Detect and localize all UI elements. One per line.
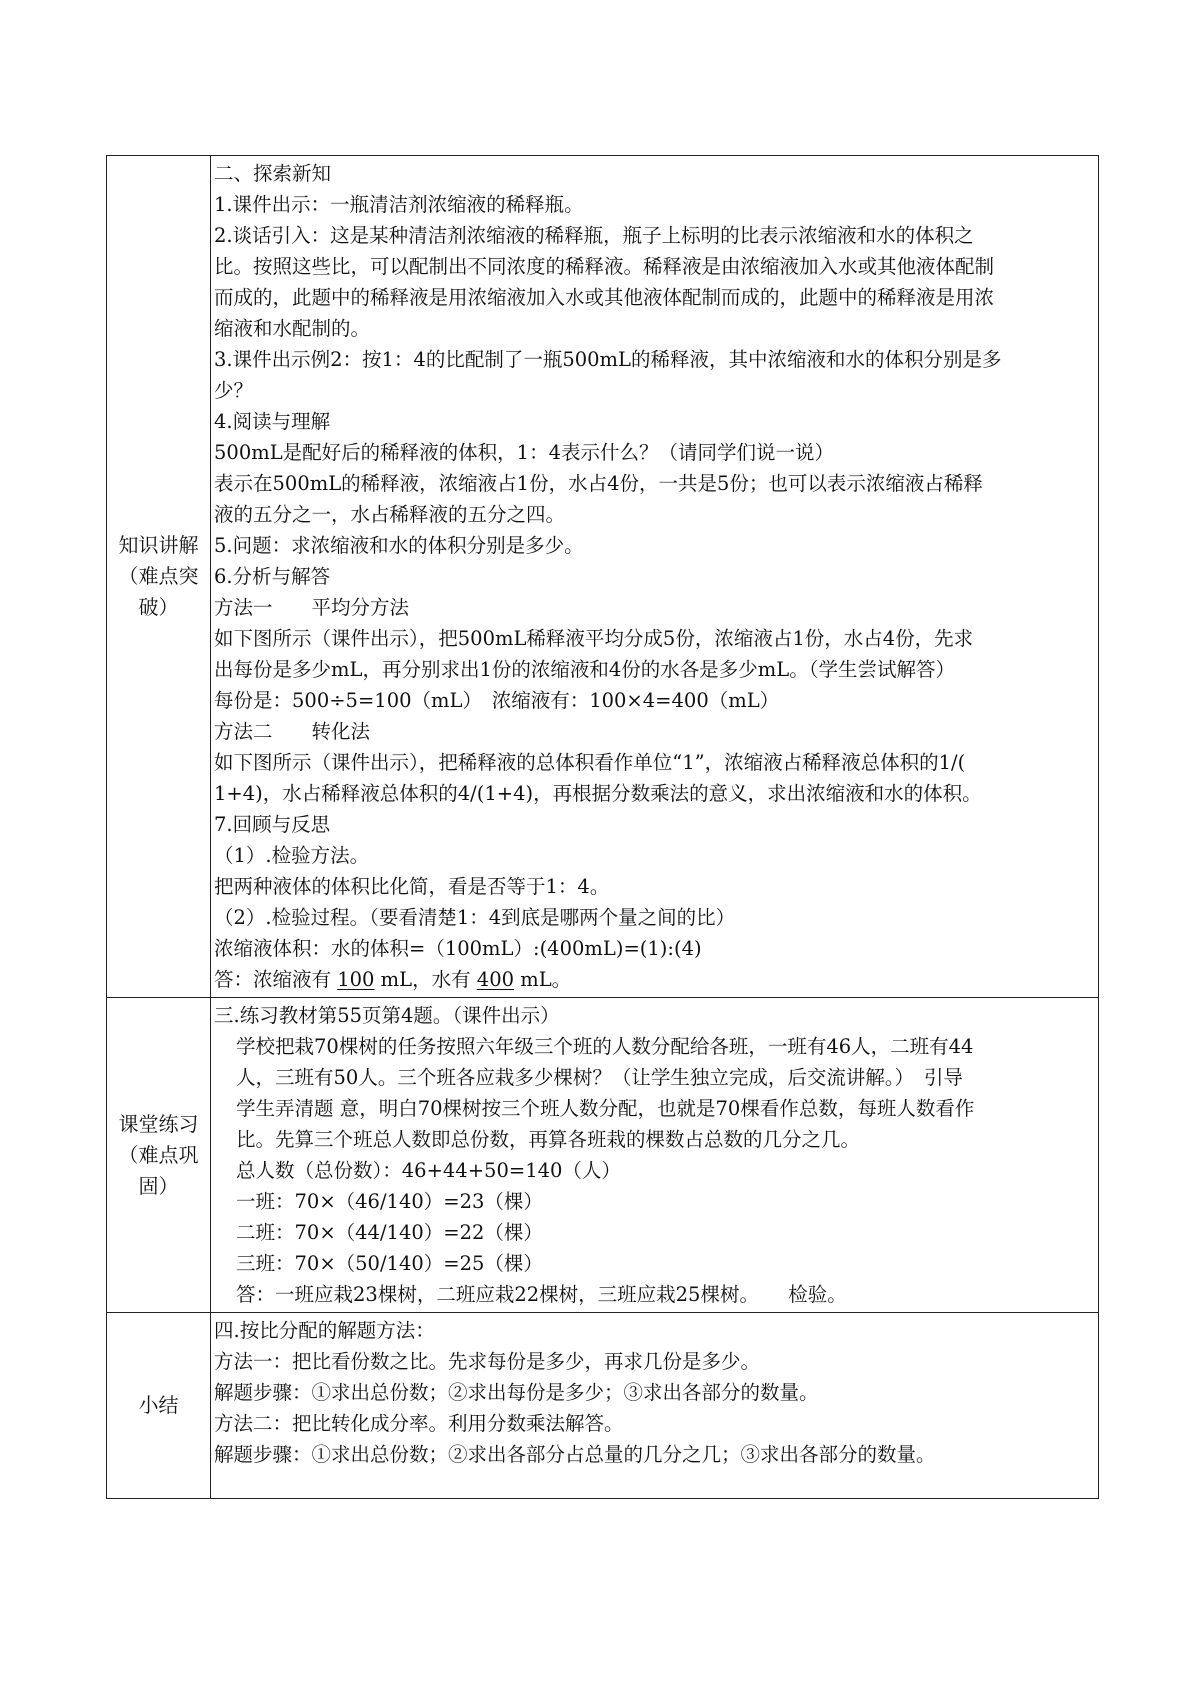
row-practice [107,998,1099,1313]
text-line: 学校把栽70棵树的任务按照六年级三个班的人数分配给各班，一班有46人，二班有44 [236,1035,974,1058]
text-line: 表示在500mL的稀释液，浓缩液占1份，水占4份，一共是5份；也可以表示浓缩液占稀释 [214,472,983,495]
row-knowledge [107,156,1099,998]
text-line: 缩液和水配制的。 [214,317,371,340]
text-line: 方法二 转化法 [214,720,371,743]
label-line: 知识讲解 [118,533,199,557]
text-line: 1.课件出示：一瓶清洁剂浓缩液的稀释瓶。 [214,193,584,216]
lesson-table [106,155,1099,1499]
text-line: 如下图所示（课件出示），把500mL稀释液平均分成5份，浓缩液占1份，水占4份，先求 [214,627,974,650]
text-line: 液的五分之一，水占稀释液的五分之四。 [214,503,566,526]
section-heading: 二、探索新知 [214,162,332,185]
section-heading: 四.按比分配的解题方法： [214,1319,435,1342]
text-line: 方法一 平均分方法 [214,596,410,619]
text-line: 每份是：500÷5=100（mL） 浓缩液有：100×4=400（mL） [214,689,780,712]
section-heading: 三.练习教材第55页第4题。（课件出示） [214,1004,560,1027]
answer-value-concentrate: 100 [337,968,375,991]
answer-middle: mL，水有 [374,968,477,991]
text-line: 3.课件出示例2：按1：4的比配制了一瓶500mL的稀释液，其中浓缩液和水的体积分别是多 [214,348,1002,371]
text-line: 一班：70×（46/140）=23（棵） [236,1190,543,1213]
text-line: 解题步骤：①求出总份数；②求出各部分占总量的几分之几；③求出各部分的数量。 [214,1443,936,1466]
text-line: 6.分析与解答 [214,565,331,588]
text-line: 出每份是多少mL，再分别求出1份的浓缩液和4份的水各是多少mL。（学生尝试解答） [214,658,955,681]
content-cell-summary [211,1313,1099,1499]
label-cell-summary [107,1313,211,1499]
text-line: 比。先算三个班总人数即总份数，再算各班栽的棵数占总数的几分之几。 [236,1128,861,1151]
label-cell-practice [107,998,211,1313]
text-line: 学生弄清题 意，明白70棵树按三个班人数分配，也就是70棵看作总数，每班人数看作 [236,1097,975,1120]
text-line: 总人数（总份数）：46+44+50=140（人） [236,1159,621,1182]
text-line: 三班：70×（50/140）=25（棵） [236,1252,543,1275]
text-line: 而成的，此题中的稀释液是用浓缩液加入水或其他液体配制而成的，此题中的稀释液是用浓 [214,286,995,309]
answer-prefix: 答：浓缩液有 [214,968,338,991]
row-summary [107,1313,1099,1499]
text-line: 如下图所示（课件出示），把稀释液的总体积看作单位“1”，浓缩液占稀释液总体积的1/( [214,751,966,774]
content-cell-knowledge [211,156,1099,998]
text-line: 5.问题：求浓缩液和水的体积分别是多少。 [214,534,584,557]
text-line: 方法一：把比看份数之比。先求每份是多少，再求几份是多少。 [214,1350,761,1373]
label-line: （难点巩 [118,1142,199,1167]
content-cell-practice [211,998,1099,1313]
text-line: 答：一班应栽23棵树，二班应栽22棵树，三班应栽25棵树。 检验。 [236,1283,847,1306]
label-line: （难点突 [118,564,199,588]
text-line: 1+4)，水占稀释液总体积的4/(1+4)，再根据分数乘法的意义，求出浓缩液和水的体积。 [214,782,982,805]
section-label [115,1109,203,1202]
answer-value-water: 400 [476,968,515,991]
text-line: 二班：70×（44/140）=22（棵） [236,1221,543,1244]
label-line: 破） [138,595,179,619]
label-line: 课堂练习 [118,1111,199,1136]
text-line: 500mL是配好后的稀释液的体积，1：4表示什么？（请同学们说一说） [214,441,834,464]
text-line: （1）.检验方法。 [214,844,370,867]
section-label [115,1390,203,1421]
text-line: 浓缩液体积：水的体积=（100mL）:(400mL)=(1):(4) [214,937,702,960]
answer-suffix: mL。 [514,968,572,991]
text-line: 7.回顾与反思 [214,813,331,836]
section-label [115,530,203,623]
text-line: 方法二：把比转化成分率。利用分数乘法解答。 [214,1412,624,1435]
text-line: 把两种液体的体积比化简，看是否等于1：4。 [214,875,610,898]
label-line: 固） [138,1173,179,1198]
text-line: 比。按照这些比，可以配制出不同浓度的稀释液。稀释液是由浓缩液加入水或其他液体配制 [214,255,995,278]
text-line: 2.谈话引入：这是某种清洁剂浓缩液的稀释瓶，瓶子上标明的比表示浓缩液和水的体积之 [214,224,974,247]
text-line: （2）.检验过程。（要看清楚1：4到底是哪两个量之间的比） [214,906,736,929]
label-cell-knowledge [107,156,211,998]
text-line: 4.阅读与理解 [214,410,331,433]
label-line: 小结 [138,1393,179,1417]
answer-line [214,964,1090,995]
text-line: 少？ [214,379,254,402]
text-line: 人，三班有50人。三个班各应栽多少棵树？（让学生独立完成，后交流讲解。） 引导 [236,1066,963,1089]
text-line: 解题步骤：①求出总份数；②求出每份是多少；③求出各部分的数量。 [214,1381,819,1404]
